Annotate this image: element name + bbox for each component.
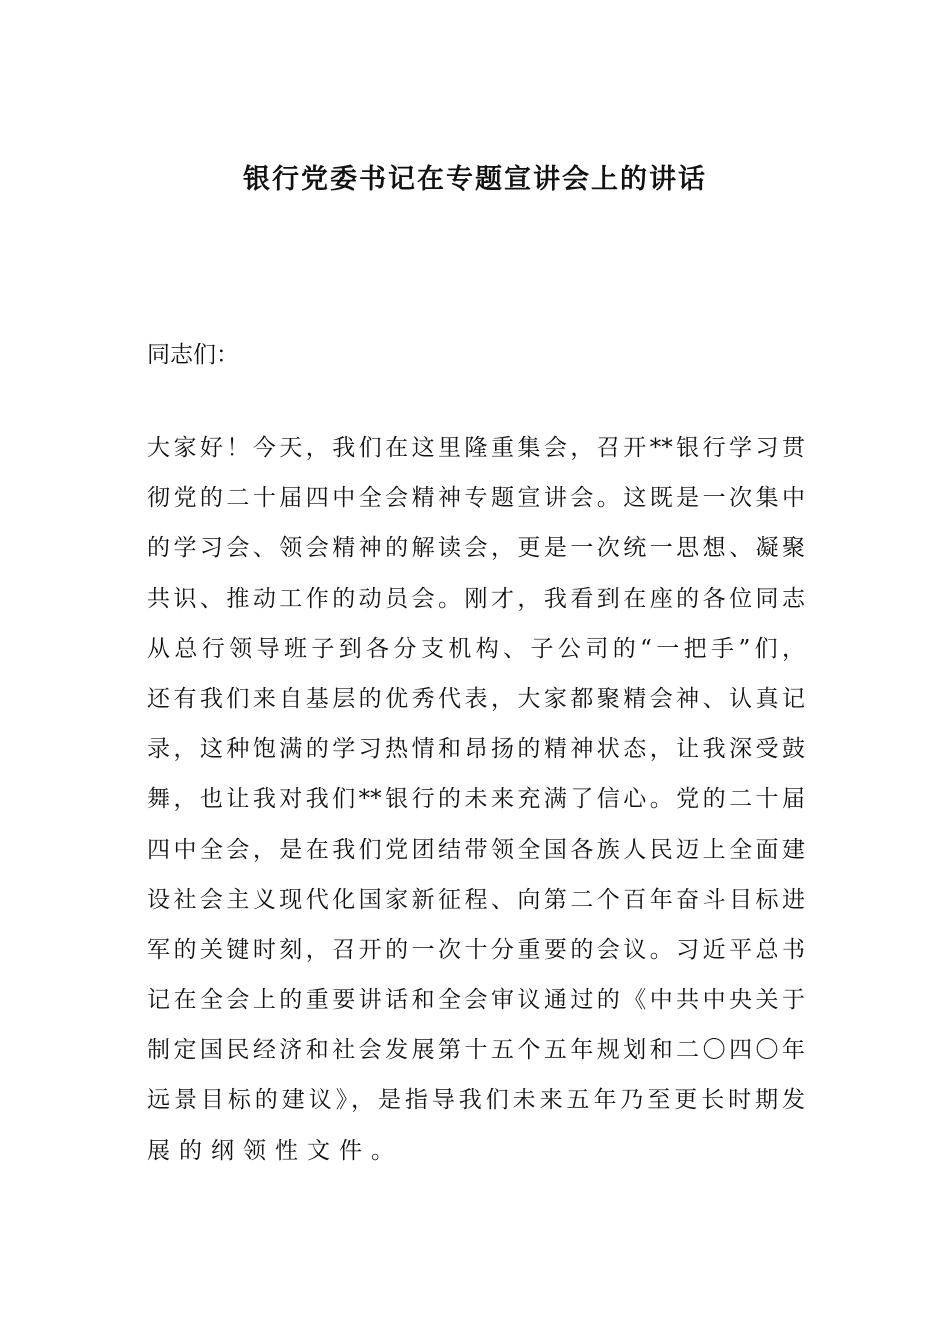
paragraph-line: 彻党的二十届四中全会精神专题宣讲会。这既是一次集中 bbox=[147, 485, 805, 512]
document-title: 银行党委书记在专题宣讲会上的讲话 bbox=[243, 164, 707, 195]
paragraph-line: 远景目标的建议》，是指导我们未来五年乃至更长时期发 bbox=[147, 1087, 805, 1114]
paragraph-line: 从总行领导班子到各分支机构、子公司的“一把手”们， bbox=[147, 635, 805, 662]
paragraph-line: 录，这种饱满的学习热情和昂扬的精神状态，让我深受鼓 bbox=[147, 736, 805, 763]
paragraph-line: 记在全会上的重要讲话和全会审议通过的《中共中央关于 bbox=[147, 987, 805, 1014]
paragraph-line: 共识、推动工作的动员会。刚才，我看到在座的各位同志 bbox=[147, 585, 805, 612]
paragraph-line: 大家好！今天，我们在这里隆重集会，召开**银行学习贯 bbox=[147, 435, 805, 461]
paragraph-line: 制定国民经济和社会发展第十五个五年规划和二〇四〇年 bbox=[147, 1037, 805, 1064]
paragraph-line: 展的纲领性文件。 bbox=[147, 1137, 403, 1164]
paragraph-line: 军的关键时刻，召开的一次十分重要的会议。习近平总书 bbox=[147, 936, 805, 963]
paragraph-line: 的学习会、领会精神的解读会，更是一次统一思想、凝聚 bbox=[147, 535, 805, 562]
paragraph-line: 设社会主义现代化国家新征程、向第二个百年奋斗目标进 bbox=[147, 886, 805, 913]
body-paragraph bbox=[147, 430, 805, 1183]
paragraph-line: 四中全会，是在我们党团结带领全国各族人民迈上全面建 bbox=[147, 836, 805, 863]
paragraph-line: 还有我们来自基层的优秀代表，大家都聚精会神、认真记 bbox=[147, 685, 805, 712]
salutation: 同志们： bbox=[147, 342, 239, 368]
paragraph-line: 舞，也让我对我们**银行的未来充满了信心。党的二十届 bbox=[147, 786, 805, 813]
